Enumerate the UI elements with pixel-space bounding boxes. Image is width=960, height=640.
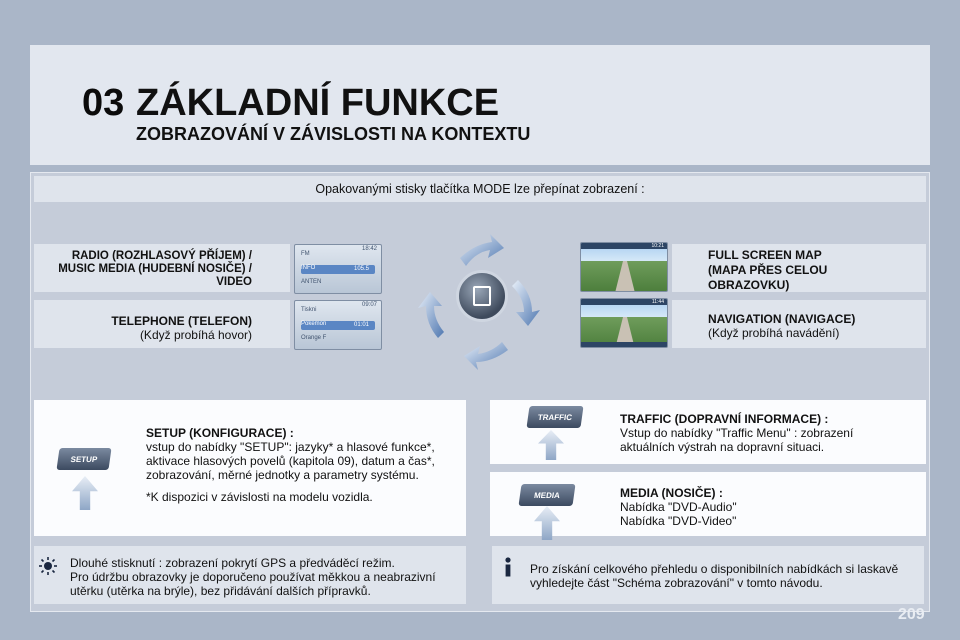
- media-text: [620, 486, 920, 528]
- setup-line: zobrazování, měrné jednotky a parametry systému.: [146, 468, 419, 482]
- media-title: MEDIA (NOSIČE) :: [620, 486, 723, 500]
- setup-title: SETUP (KONFIGURACE) :: [146, 426, 294, 440]
- screen-time: 10:21: [651, 243, 664, 249]
- media-line: Nabídka "DVD-Audio": [620, 500, 737, 514]
- media-button[interactable]: MEDIA: [518, 484, 575, 506]
- fullscreen-label-line: FULL SCREEN MAP: [708, 248, 822, 262]
- setup-button[interactable]: SETUP: [56, 448, 111, 470]
- setup-line: aktivace hlasových povelů (kapitola 09), datum a čas*,: [146, 454, 435, 468]
- radio-label-line: RADIO (ROZHLASOVÝ PŘÍJEM) /: [71, 250, 252, 262]
- info-text: [530, 562, 922, 590]
- screen-value: 01:01: [353, 322, 369, 328]
- screen-row: Pokemon: [301, 321, 375, 330]
- telephone-note: (Když probíhá hovor): [139, 328, 252, 342]
- page-title: ZÁKLADNÍ FUNKCE: [136, 82, 500, 124]
- telephone-screen: [294, 300, 382, 350]
- fullscreen-label-line: (MAPA PŘES CELOU: [708, 263, 828, 277]
- radio-screen: [294, 244, 382, 294]
- tip-line: Dlouhé stisknutí : zobrazení pokrytí GPS a předváděcí režim.: [70, 556, 395, 570]
- screen-row: Orange F: [301, 335, 327, 341]
- arrow-left-icon: [464, 342, 508, 370]
- tip-line: Pro údržbu obrazovky je doporučeno používat měkkou a neabrazivní: [70, 570, 436, 584]
- info-line: vyhledejte část "Schéma zobrazování" v tomto návodu.: [530, 576, 823, 590]
- setup-text: [146, 426, 462, 504]
- screen-row: ANTEN: [301, 279, 322, 285]
- traffic-text: [620, 412, 920, 454]
- screen-time: 09:07: [361, 302, 377, 308]
- map-bottom-bar: [581, 342, 667, 347]
- traffic-line: Vstup do nabídky "Traffic Menu" : zobrazení: [620, 426, 854, 440]
- fullscreen-map-screen: [580, 242, 668, 292]
- mode-dial-icon: [456, 270, 508, 322]
- screen-value: 105.5: [353, 266, 369, 272]
- sun-icon: [38, 556, 58, 576]
- telephone-title: TELEPHONE (TELEFON): [111, 314, 252, 328]
- screen-time: 18:42: [361, 246, 377, 252]
- arrow-up-icon: [418, 292, 444, 338]
- fullscreen-label-line: OBRAZOVKU): [708, 278, 790, 292]
- chapter-number: 03: [82, 82, 125, 124]
- screen-row: INFO: [301, 265, 375, 274]
- navigation-note: (Když probíhá navádění): [708, 326, 840, 340]
- navigation-map-screen: [580, 298, 668, 348]
- media-line: Nabídka "DVD-Video": [620, 514, 737, 528]
- page-subtitle: ZOBRAZOVÁNÍ V ZÁVISLOSTI NA KONTEXTU: [136, 124, 531, 144]
- info-icon: [498, 556, 518, 578]
- info-line: Pro získání celkového přehledu o disponibilních nabídkách si laskavě: [530, 562, 899, 576]
- arrow-right-icon: [460, 234, 504, 266]
- radio-label: [40, 250, 252, 289]
- setup-footnote: *K dispozici v závislosti na modelu vozidla.: [146, 490, 373, 504]
- telephone-label: [40, 314, 252, 342]
- screen-row: Tiskni: [301, 307, 317, 313]
- tip-text: [70, 556, 462, 598]
- navigation-label: [708, 312, 918, 340]
- traffic-title: TRAFFIC (DOPRAVNÍ INFORMACE) :: [620, 412, 829, 426]
- fullscreen-label: [708, 248, 918, 293]
- radio-label-line: MUSIC MEDIA (HUDEBNÍ NOSIČE) /: [58, 263, 252, 275]
- setup-line: vstup do nabídky "SETUP": jazyky* a hlasové funkce*,: [146, 440, 435, 454]
- screen-row: FM: [301, 251, 310, 257]
- intro-text: Opakovanými stisky tlačítka MODE lze přepínat zobrazení :: [315, 182, 645, 196]
- tip-line: utěrku (utěrka na brýle), bez přidávání dalších přípravků.: [70, 584, 371, 598]
- dial-screen-glyph: [473, 286, 491, 306]
- map-road: [615, 261, 635, 292]
- screen-time: 11:44: [651, 299, 664, 305]
- arrow-down-icon: [512, 280, 540, 326]
- navigation-title: NAVIGATION (NAVIGACE): [708, 312, 856, 326]
- traffic-line: aktuálních výstrah na dopravní situaci.: [620, 440, 825, 454]
- page-number: 209: [898, 606, 925, 623]
- traffic-button[interactable]: TRAFFIC: [526, 406, 583, 428]
- radio-label-line: VIDEO: [216, 276, 252, 288]
